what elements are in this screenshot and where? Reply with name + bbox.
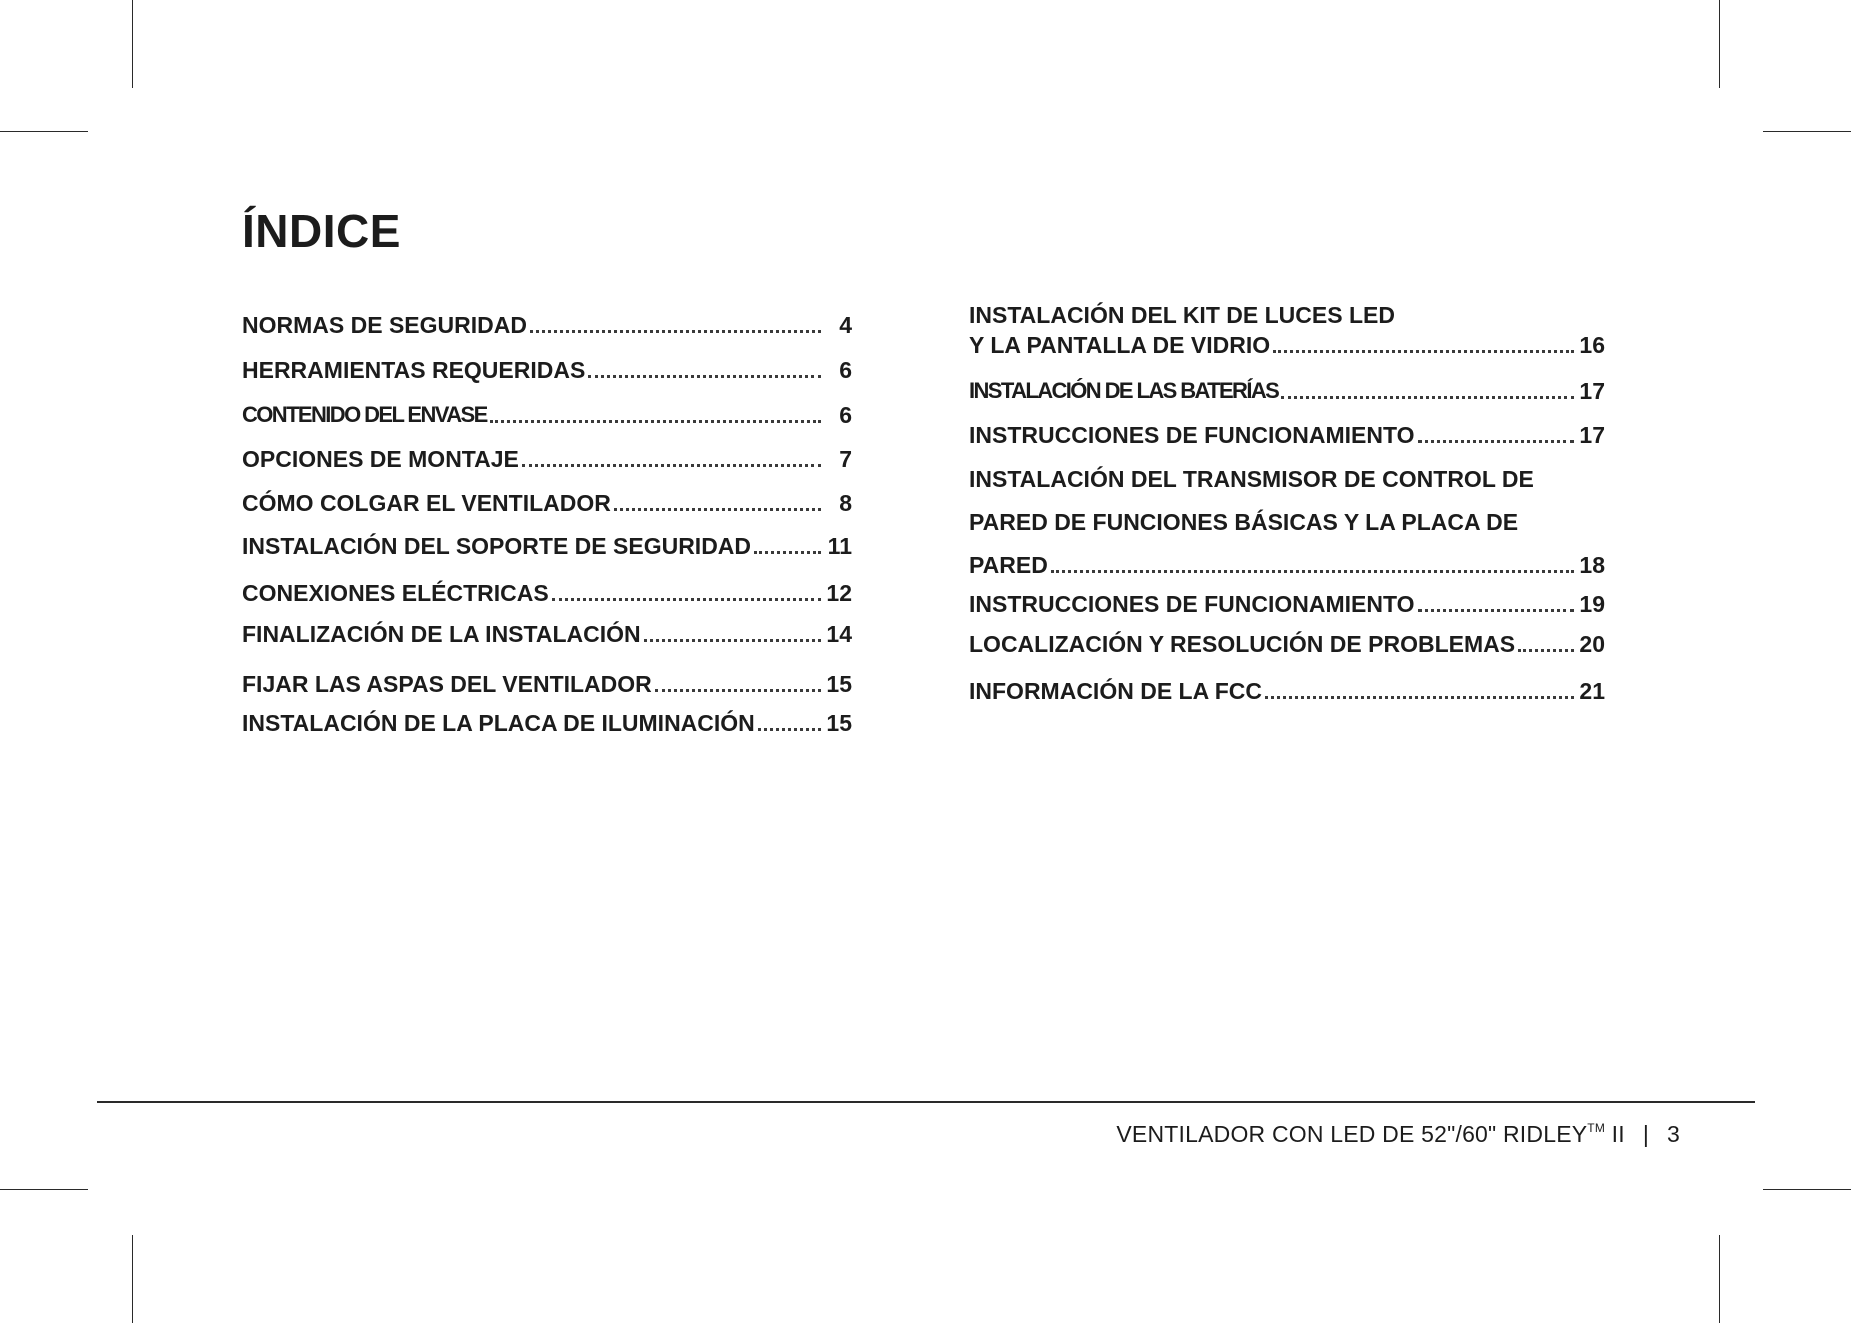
toc-entry-title-line: INSTALACIÓN DEL KIT DE LUCES LED [969,302,1395,328]
toc-entry[interactable] [969,629,1605,659]
crop-mark [0,1189,88,1190]
toc-entry-page: 6 [839,357,852,383]
dot-leader [1518,649,1574,652]
toc-entry[interactable] [242,619,852,649]
toc-entry-title: CONTENIDO DEL ENVASE [242,402,487,427]
toc-entry-title: INFORMACIÓN DE LA FCC [969,678,1263,704]
toc-entry-title: FINALIZACIÓN DE LA INSTALACIÓN [242,621,641,647]
toc-entry-title: Y LA PANTALLA DE VIDRIO [969,332,1271,358]
toc-entry[interactable] [969,420,1605,450]
dot-leader [522,464,821,467]
toc-entry-page: 15 [826,671,852,697]
dot-leader [614,508,821,511]
toc-entry-title: CÓMO COLGAR EL VENTILADOR [242,490,611,516]
toc-entry-title: OPCIONES DE MONTAJE [242,446,519,472]
toc-entry-title: INSTRUCCIONES DE FUNCIONAMIENTO [969,422,1415,448]
dot-leader [1418,440,1574,443]
page-title: ÍNDICE [242,205,401,257]
toc-entry[interactable] [242,708,852,738]
toc-entry-page: 8 [839,490,852,516]
toc-entry-title: CONEXIONES ELÉCTRICAS [242,580,549,606]
toc-entry[interactable] [242,355,852,385]
toc-entry[interactable] [242,669,852,699]
toc-entry-page: 21 [1579,678,1605,704]
toc-entry-page: 16 [1579,332,1605,358]
toc-entry[interactable] [242,531,852,561]
toc-entry[interactable] [242,488,852,518]
dot-leader [1265,696,1574,699]
crop-mark [1719,0,1720,88]
footer-page-number: 3 [1667,1121,1680,1147]
dot-leader [655,689,821,692]
footer-separator: | [1642,1121,1649,1147]
crop-mark [1763,1189,1851,1190]
toc-entry[interactable] [242,578,852,608]
footer-product-title: VENTILADOR CON LED DE 52"/60" RIDLEY [1116,1121,1588,1147]
dot-leader [1418,609,1574,612]
crop-mark [1763,131,1851,132]
toc-entry[interactable] [969,589,1605,619]
toc-entry-title: LOCALIZACIÓN Y RESOLUCIÓN DE PROBLEMAS [969,631,1516,657]
toc-entry-title: NORMAS DE SEGURIDAD [242,312,527,338]
toc-entry-title-line: PARED DE FUNCIONES BÁSICAS Y LA PLACA DE [969,509,1519,535]
toc-entry-title: INSTALACIÓN DE LAS BATERÍAS [969,378,1279,403]
dot-leader [552,598,821,601]
toc-entry-page: 12 [826,580,852,606]
dot-leader [490,420,821,423]
toc-entry-page: 17 [1579,378,1605,404]
toc-entry[interactable] [969,676,1605,706]
toc-entry[interactable] [969,464,1605,580]
footer-divider [97,1101,1755,1103]
toc-entry-page: 17 [1579,422,1605,448]
toc-entry-page: 20 [1579,631,1605,657]
page-footer [1116,1121,1680,1148]
footer-model-suffix: II [1611,1121,1625,1147]
toc-entry-page: 15 [826,710,852,736]
toc-entry-page: 7 [839,446,852,472]
toc-entry[interactable] [242,444,852,474]
crop-mark [0,131,88,132]
toc-entry[interactable] [242,400,852,430]
toc-entry-title: HERRAMIENTAS REQUERIDAS [242,357,586,383]
toc-entry-title: FIJAR LAS ASPAS DEL VENTILADOR [242,671,652,697]
dot-leader [1273,350,1574,353]
toc-entry-title-line: INSTALACIÓN DEL TRANSMISOR DE CONTROL DE [969,466,1534,492]
toc-entry-page: 6 [839,402,852,428]
dot-leader [1281,396,1574,399]
dot-leader [758,728,821,731]
crop-mark [132,0,133,88]
toc-entry-page: 19 [1579,591,1605,617]
dot-leader [588,375,821,378]
trademark-mark: TM [1587,1121,1606,1135]
toc-entry-page: 14 [826,621,852,647]
toc-entry-title: PARED [969,552,1048,578]
toc-entry[interactable] [242,310,852,340]
toc-entry-title: INSTALACIÓN DE LA PLACA DE ILUMINACIÓN [242,710,755,736]
toc-entry[interactable] [969,300,1605,360]
crop-mark [1719,1235,1720,1323]
dot-leader [1051,570,1574,573]
toc-entry-title: INSTRUCCIONES DE FUNCIONAMIENTO [969,591,1415,617]
crop-mark [132,1235,133,1323]
toc-entry[interactable] [969,376,1605,406]
toc-entry-title: INSTALACIÓN DEL SOPORTE DE SEGURIDAD [242,533,752,559]
dot-leader [644,639,821,642]
toc-entry-page: 11 [827,533,852,559]
dot-leader [754,551,821,554]
toc-entry-page: 18 [1579,552,1605,578]
dot-leader [530,330,821,333]
toc-entry-page: 4 [839,312,852,338]
